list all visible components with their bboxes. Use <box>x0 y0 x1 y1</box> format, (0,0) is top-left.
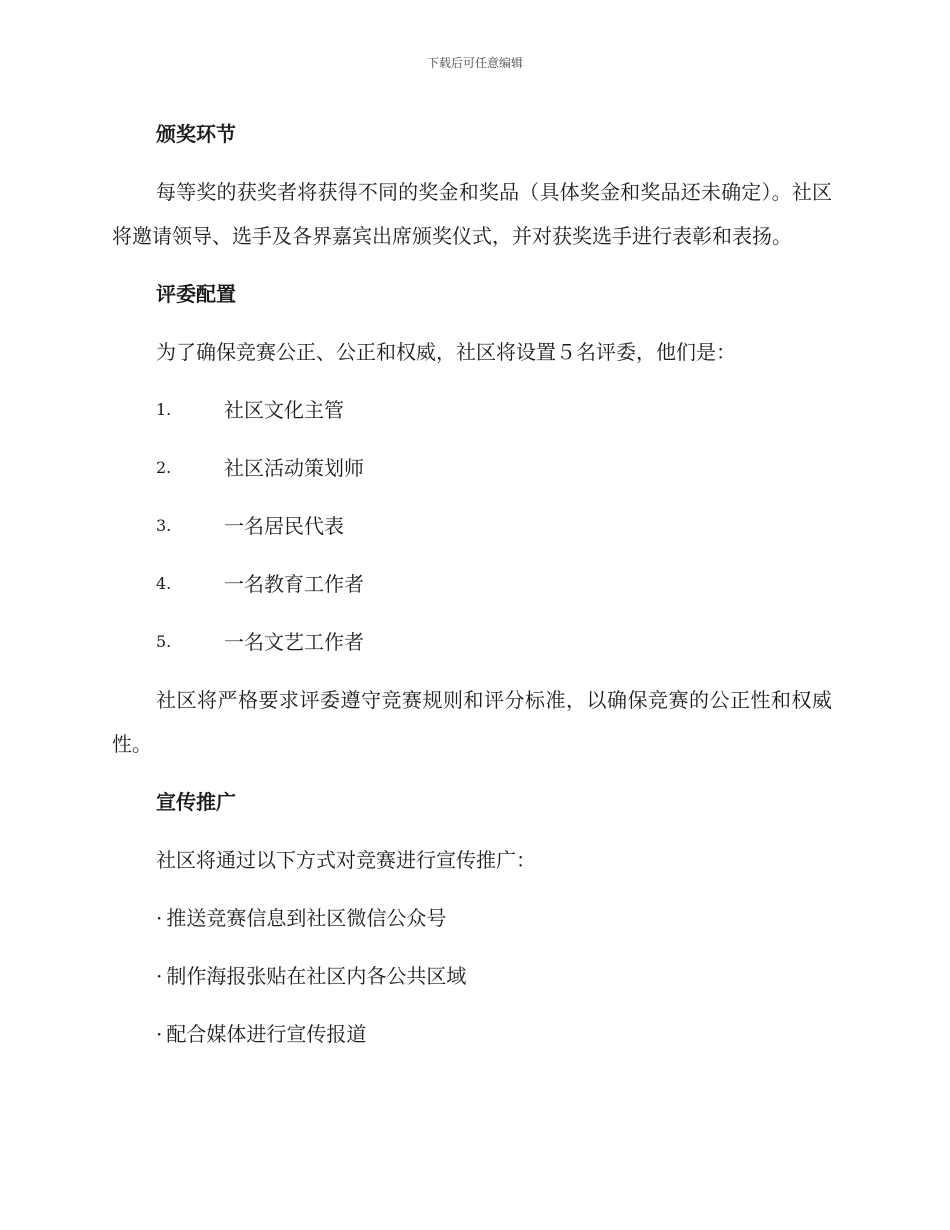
list-item <box>112 954 832 998</box>
list-text: 一名文艺工作者 <box>224 630 364 654</box>
list-item <box>112 896 832 940</box>
section-title-award: 颁奖环节 <box>156 122 236 146</box>
list-text: 社区活动策划师 <box>224 456 364 480</box>
list-item <box>112 620 832 664</box>
promo-intro: 社区将通过以下方式对竞赛进行宣传推广： <box>156 848 536 872</box>
bullet-icon: · <box>156 964 163 988</box>
bullet-text: 配合媒体进行宣传报道 <box>166 1022 367 1046</box>
list-number: 3. <box>156 516 172 535</box>
bullet-text: 制作海报张贴在社区内各公共区域 <box>166 964 467 988</box>
section-title-judges: 评委配置 <box>156 282 236 306</box>
judges-list <box>112 388 832 664</box>
list-item <box>112 446 832 490</box>
bullet-icon: · <box>156 906 163 930</box>
list-number: 2. <box>156 458 172 477</box>
list-text: 一名居民代表 <box>224 514 344 538</box>
list-text: 社区文化主管 <box>224 398 344 422</box>
list-number: 1. <box>156 400 172 419</box>
page-header: 下载后可任意编辑 <box>426 56 523 70</box>
list-item <box>112 1012 832 1056</box>
list-number: 4. <box>156 574 172 593</box>
document-body <box>112 112 832 1070</box>
judges-closing: 社区将严格要求评委遵守竞赛规则和评分标准，以确保竞赛的公正性和权威性。 <box>112 688 832 756</box>
list-item <box>112 388 832 432</box>
list-item <box>112 504 832 548</box>
list-text: 一名教育工作者 <box>224 572 364 596</box>
promo-list <box>112 896 832 1056</box>
section-title-promo: 宣传推广 <box>156 790 236 814</box>
award-paragraph: 每等奖的获奖者将获得不同的奖金和奖品（具体奖金和奖品还未确定）。社区将邀请领导、选手及各界嘉宾出席颁奖仪式，并对获奖选手进行表彰和表扬。 <box>112 180 832 248</box>
judges-intro: 为了确保竞赛公正、公正和权威，社区将设置５名评委，他们是： <box>156 340 736 364</box>
bullet-text: 推送竞赛信息到社区微信公众号 <box>166 906 447 930</box>
list-item <box>112 562 832 606</box>
bullet-icon: · <box>156 1022 163 1046</box>
list-number: 5. <box>156 632 172 651</box>
